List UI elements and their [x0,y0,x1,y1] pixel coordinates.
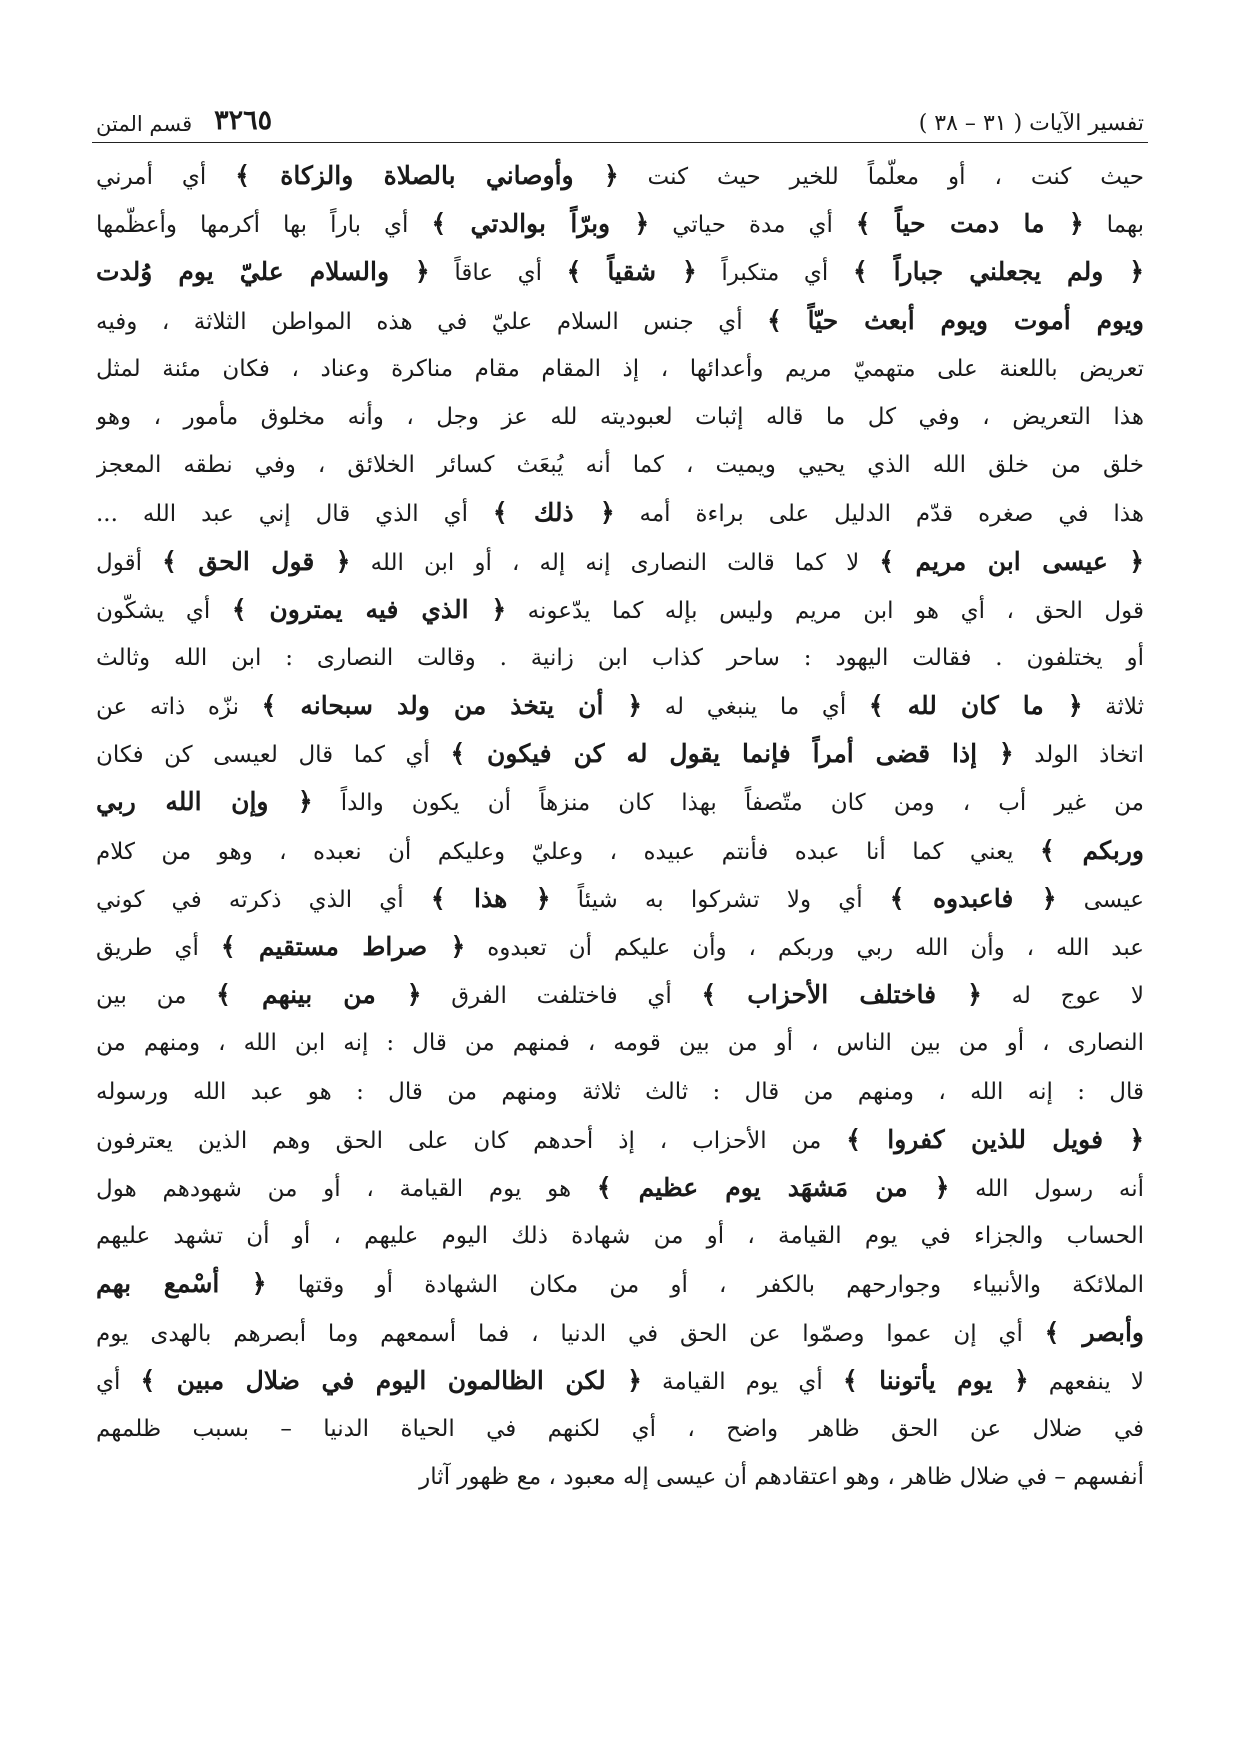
quranic-verse: ﴿ الذي فيه يمترون ﴾ [231,594,507,624]
section-name: قسم المتن [96,112,193,136]
commentary-text: أي الذي ذكرته في كوني [96,886,431,913]
commentary-text: لا عوج له [981,983,1144,1010]
body-text [96,152,1144,1501]
page-header [96,88,1144,136]
quranic-verse: وأبصر ﴾ [1044,1317,1144,1347]
commentary-text: أي مدة حياتي [649,212,856,239]
quranic-verse: ﴿ عيسى ابن مريم ﴾ [879,546,1144,576]
commentary-text: الحساب والجزاء في يوم القيامة ، أو من شهادة ذلك اليوم عليهم ، أو أن تشهد عليهم [96,1223,1144,1250]
commentary-text: أي [96,1368,141,1395]
commentary-text: هذا التعريض ، وفي كل ما قاله إثبات لعبوديته لله عز وجل ، وأنه مخلوق مأمور ، وهو [96,403,1144,430]
quranic-verse: ﴿ إذا قضى أمراً فإنما يقول له كن فيكون ﴾ [450,739,1014,769]
commentary-text: أي باراً بها أكرمها وأعظّمها [96,212,432,239]
text-line [96,489,1144,537]
quranic-verse: ﴿ لكن الظالمون اليوم في ضلال مبين ﴾ [140,1365,642,1395]
header-rule [92,142,1148,143]
commentary-text: أنه رسول الله [949,1175,1144,1202]
commentary-text: من بين [96,983,217,1010]
commentary-text: أي عاقاً [429,260,567,287]
commentary-text: أي طريق [96,935,221,961]
quranic-verse: ﴿ ولم يجعلني جباراً ﴾ [852,257,1144,287]
quranic-verse: ﴿ ما دمت حياً ﴾ [855,209,1084,239]
text-line [96,538,1144,586]
quranic-verse: ﴿ فاختلف الأحزاب ﴾ [701,980,982,1010]
commentary-text: عبد الله ، وأن الله ربي وربكم ، وأن عليكم أن تعبدوه [465,935,1144,961]
quranic-verse: ﴿ ما كان لله ﴾ [868,691,1083,721]
quranic-verse: ﴿ وإن الله ربي [96,787,313,817]
commentary-text: اتخاذ الولد [1013,742,1144,769]
text-line [96,297,1144,345]
commentary-text: في ضلال عن الحق ظاهر واضح ، أي لكنهم في الحياة الدنيا – بسبب ظلمهم [96,1415,1144,1442]
commentary-text: أنفسهم – في ضلال ظاهر ، وهو اعتقادهم أن عيسى إله معبود ، مع ظهور آثار [419,1464,1144,1491]
commentary-text: خلق من خلق الله الذي يحيي ويميت ، كما أنه يُبعَث كسائر الخلائق ، وفي نطقه المعجز [96,452,1144,479]
text-line [96,923,1144,971]
text-line [96,152,1144,200]
text-line [96,1357,1144,1405]
quranic-verse: ﴿ أسْمع بهم [96,1269,267,1299]
text-line [96,827,1144,875]
text-line [96,1260,1144,1308]
commentary-text: النصارى ، أو من بين الناس ، أو من بين قومه ، فمنهم من قال : إنه ابن الله ، ومنهم من [96,1030,1144,1057]
text-line [96,778,1144,826]
commentary-text: أي يشكّون [96,597,232,624]
quranic-verse: ﴿ وأوصاني بالصلاة والزكاة ﴾ [235,161,619,190]
quranic-verse: ويوم أموت ويوم أبعث حيّاً ﴾ [767,305,1144,335]
quranic-verse: ﴿ شقياً ﴾ [566,257,697,287]
page-number: ٣٢٦٥ [214,105,273,136]
quranic-verse: ﴿ من بينهم ﴾ [216,980,422,1010]
commentary-text: قول الحق ، أي هو ابن مريم وليس بإله كما يدّعونه [506,597,1144,624]
commentary-text: هذا في صغره قدّم الدليل على براءة أمه [614,501,1144,528]
text-line [96,1116,1144,1164]
text-line [96,248,1144,296]
commentary-text: أي متكبراً [696,260,853,287]
quranic-verse: ﴿ فاعبدوه ﴾ [889,883,1057,913]
quranic-verse: ﴿ يوم يأتوننا ﴾ [842,1365,1029,1395]
text-line [96,1453,1144,1501]
commentary-text: ثلاثة [1082,694,1144,721]
text-line [96,1164,1144,1212]
text-line [96,1019,1144,1067]
commentary-text: أي كما قال لعيسى كن فكان [96,742,451,769]
commentary-text: أي يوم القيامة [641,1368,843,1395]
text-line [96,1212,1144,1260]
commentary-text: الملائكة والأنبياء وجوارحهم بالكفر ، أو من مكان الشهادة أو وقتها [266,1272,1144,1299]
quranic-verse: ﴿ أن يتخذ من ولد سبحانه ﴾ [261,691,643,721]
commentary-text: لا كما قالت النصارى إنه إله ، أو ابن الله [350,549,880,576]
text-line [96,345,1144,393]
quranic-verse: ﴿ من مَشهَد يوم عظيم ﴾ [596,1172,950,1202]
text-line [96,1309,1144,1357]
commentary-text: من الأحزاب ، إذ أحدهم كان على الحق وهم الذين يعترفون [96,1127,847,1154]
commentary-text: أي أمرني [96,164,236,190]
commentary-text: قال : إنه الله ، ومنهم من قال : ثالث ثلاثة ومنهم من قال : هو عبد الله ورسوله [96,1078,1144,1105]
quranic-verse: ﴿ قول الحق ﴾ [162,546,351,576]
text-line [96,1405,1144,1453]
quranic-verse: ﴿ وبرّاً بوالدتي ﴾ [431,209,650,239]
quranic-verse: ﴿ والسلام عليّ يوم وُلدت [96,257,430,287]
text-line [96,634,1144,682]
commentary-text: يعني كما أنا عبده فأنتم عبيده ، وعليّ وعليكم أن نعبده ، وهو من كلام [96,838,1040,865]
quranic-verse: ﴿ صراط مستقيم ﴾ [220,932,466,961]
text-line [96,682,1144,730]
commentary-text: حيث كنت ، أو معلّماً للخير حيث كنت [618,164,1144,190]
text-line [96,971,1144,1019]
commentary-text: تعريض باللعنة على متهميّ مريم وأعدائها ، إذ المقام مقام مناكرة وعناد ، فكان مئنة لمثل [96,355,1144,382]
commentary-text: أي الذي قال إني عبد الله ... [96,501,493,528]
text-line [96,393,1144,441]
commentary-text: أي فاختلفت الفرق [421,983,702,1010]
commentary-text: هو يوم القيامة ، أو من شهودهم هول [96,1175,597,1202]
commentary-text: عيسى [1056,886,1144,913]
commentary-text: أقول [96,549,163,576]
running-title: تفسير الآيات ( ٣١ – ٣٨ ) [918,111,1144,136]
commentary-text: نزّه ذاته عن [96,694,262,721]
header-left [96,105,272,136]
quranic-verse: وربكم ﴾ [1039,835,1144,865]
quranic-verse: ﴿ ذلك ﴾ [492,498,615,528]
commentary-text: أو يختلفون . فقالت اليهود : ساحر كذاب ابن زانية . وقالت النصارى : ابن الله وثالث [96,644,1144,671]
commentary-text: أي ما ينبغي له [642,694,869,721]
commentary-text: بهما [1083,212,1144,239]
text-line [96,730,1144,778]
text-line [96,1068,1144,1116]
quranic-verse: ﴿ هذا ﴾ [430,883,551,913]
commentary-text: أي ولا تشركوا به شيئاً [550,886,890,913]
commentary-text: لا ينفعهم [1028,1368,1144,1395]
commentary-text: أي جنس السلام عليّ في هذه المواطن الثلاثة ، وفيه [96,308,768,335]
text-line [96,441,1144,489]
commentary-text: أي إن عموا وصمّوا عن الحق في الدنيا ، فما أسمعهم وما أبصرهم بالهدى يوم [96,1320,1045,1347]
quranic-verse: ﴿ فويل للذين كفروا ﴾ [846,1124,1144,1154]
text-line [96,200,1144,248]
text-line [96,586,1144,634]
commentary-text: من غير أب ، ومن كان متّصفاً بهذا كان منزهاً أن يكون والداً [312,790,1144,817]
text-line [96,875,1144,923]
